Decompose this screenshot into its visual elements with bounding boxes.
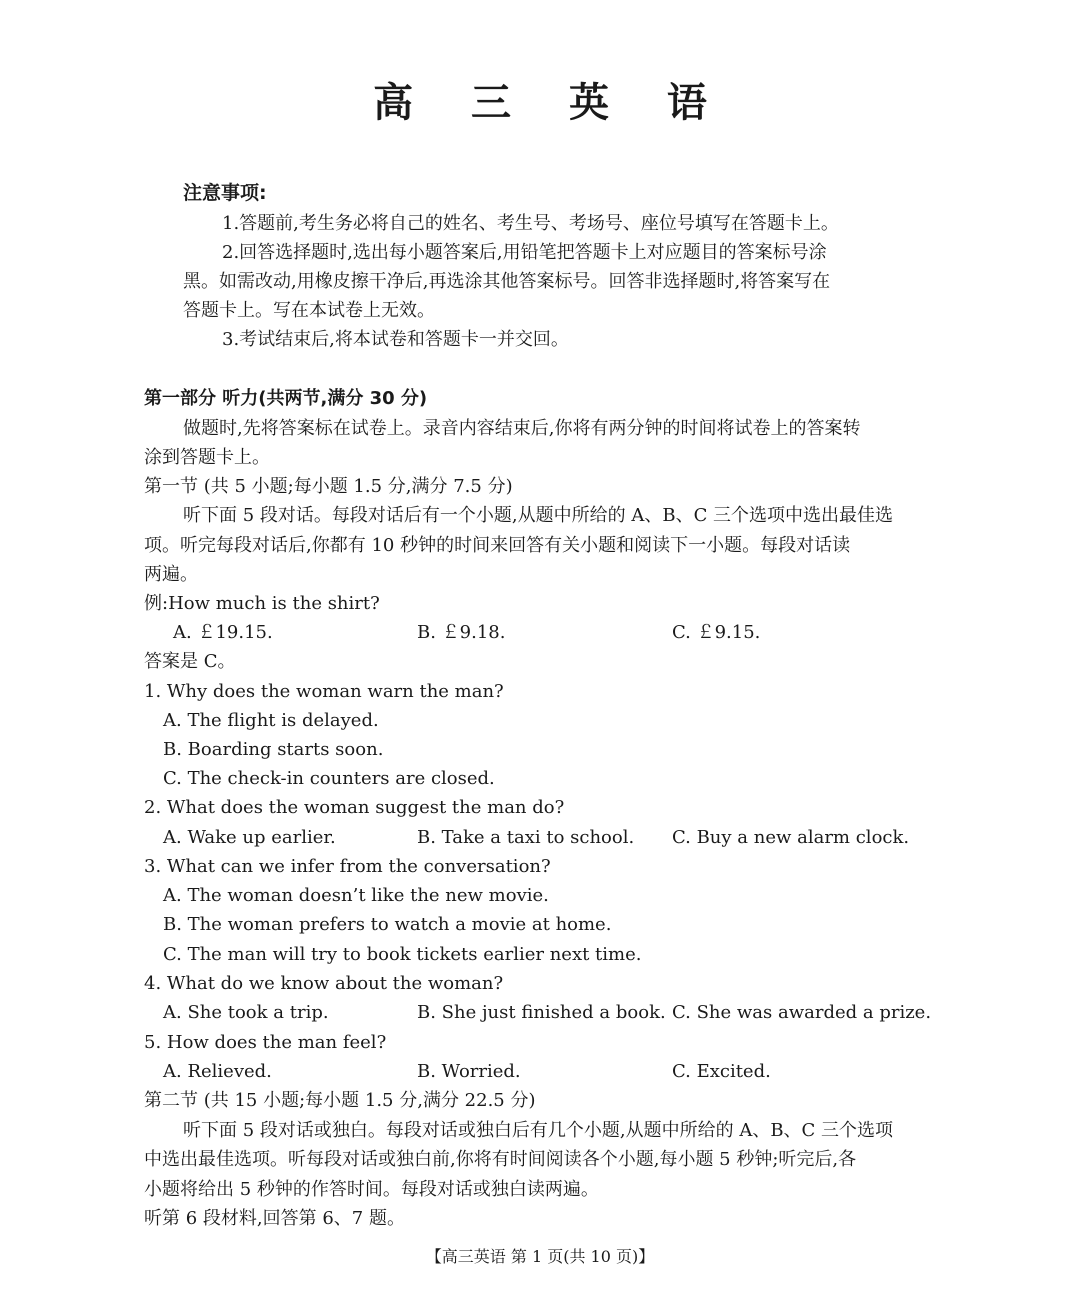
question: 1. Why does the woman warn the man? [144, 681, 504, 702]
section2-heading: 第二节 (共 15 小题;每小题 1.5 分,满分 22.5 分) [144, 1090, 536, 1111]
option: A. Relieved. [163, 1061, 272, 1082]
option: B. Worried. [417, 1061, 521, 1082]
page-footer: 【高三英语 第 1 页(共 10 页)】 [425, 1247, 655, 1266]
notice-line: 2.回答选择题时,选出每小题答案后,用铅笔把答题卡上对应题目的答案标号涂 [222, 242, 827, 263]
page-title: 高 三 英 语 [373, 80, 729, 126]
example-question: 例:How much is the shirt? [144, 593, 380, 614]
notice-line: 黑。如需改动,用橡皮擦干净后,再选涂其他答案标号。回答非选择题时,将答案写在 [183, 271, 831, 292]
option: A. The woman doesn’t like the new movie. [163, 885, 549, 906]
notice-heading: 注意事项: [183, 182, 267, 204]
section2-instructions: 中选出最佳选项。听每段对话或独白前,你将有时间阅读各个小题,每小题 5 秒钟;听完后,各 [144, 1149, 857, 1170]
question: 4. What do we know about the woman? [144, 973, 504, 994]
section1-instructions: 项。听完每段对话后,你都有 10 秒钟的时间来回答有关小题和阅读下一小题。每段对话读 [144, 535, 851, 556]
option: B. Take a taxi to school. [417, 827, 635, 848]
section2-instructions: 听下面 5 段对话或独白。每段对话或独白后有几个小题,从题中所给的 A、B、C 三个选项 [183, 1120, 894, 1141]
part1-intro: 做题时,先将答案标在试卷上。录音内容结束后,你将有两分钟的时间将试卷上的答案转 [183, 418, 861, 439]
option: C. Excited. [672, 1061, 771, 1082]
option: B. She just finished a book. [417, 1002, 666, 1023]
option: A. The flight is delayed. [163, 710, 379, 731]
section2-instructions: 小题将给出 5 秒钟的作答时间。每段对话或独白读两遍。 [144, 1179, 599, 1200]
example-option: C. ￡9.15. [672, 622, 761, 643]
question: 3. What can we infer from the conversation? [144, 856, 551, 877]
option: A. She took a trip. [163, 1002, 329, 1023]
example-option: B. ￡9.18. [417, 622, 506, 643]
part1-heading: 第一部分 听力(共两节,满分 30 分) [144, 388, 428, 409]
option: C. Buy a new alarm clock. [672, 827, 910, 848]
example-option: A. ￡19.15. [173, 622, 273, 643]
option: C. The check-in counters are closed. [163, 768, 495, 789]
section1-instructions: 听下面 5 段对话。每段对话后有一个小题,从题中所给的 A、B、C 三个选项中选出最佳选 [183, 505, 894, 526]
part1-intro: 涂到答题卡上。 [144, 447, 270, 468]
question: 2. What does the woman suggest the man do? [144, 797, 565, 818]
example-answer: 答案是 C。 [144, 651, 236, 672]
notice-line: 3.考试结束后,将本试卷和答题卡一并交回。 [222, 329, 569, 350]
section1-instructions: 两遍。 [144, 564, 198, 585]
option: B. Boarding starts soon. [163, 739, 384, 760]
notice-line: 答题卡上。写在本试卷上无效。 [183, 300, 435, 321]
option: C. She was awarded a prize. [672, 1002, 932, 1023]
section1-heading: 第一节 (共 5 小题;每小题 1.5 分,满分 7.5 分) [144, 476, 513, 497]
option: A. Wake up earlier. [163, 827, 336, 848]
notice-line: 1.答题前,考生务必将自己的姓名、考生号、考场号、座位号填写在答题卡上。 [222, 213, 839, 234]
option: C. The man will try to book tickets earlier next time. [163, 944, 642, 965]
option: B. The woman prefers to watch a movie at home. [163, 914, 612, 935]
question: 5. How does the man feel? [144, 1032, 387, 1053]
material-line: 听第 6 段材料,回答第 6、7 题。 [144, 1208, 405, 1229]
